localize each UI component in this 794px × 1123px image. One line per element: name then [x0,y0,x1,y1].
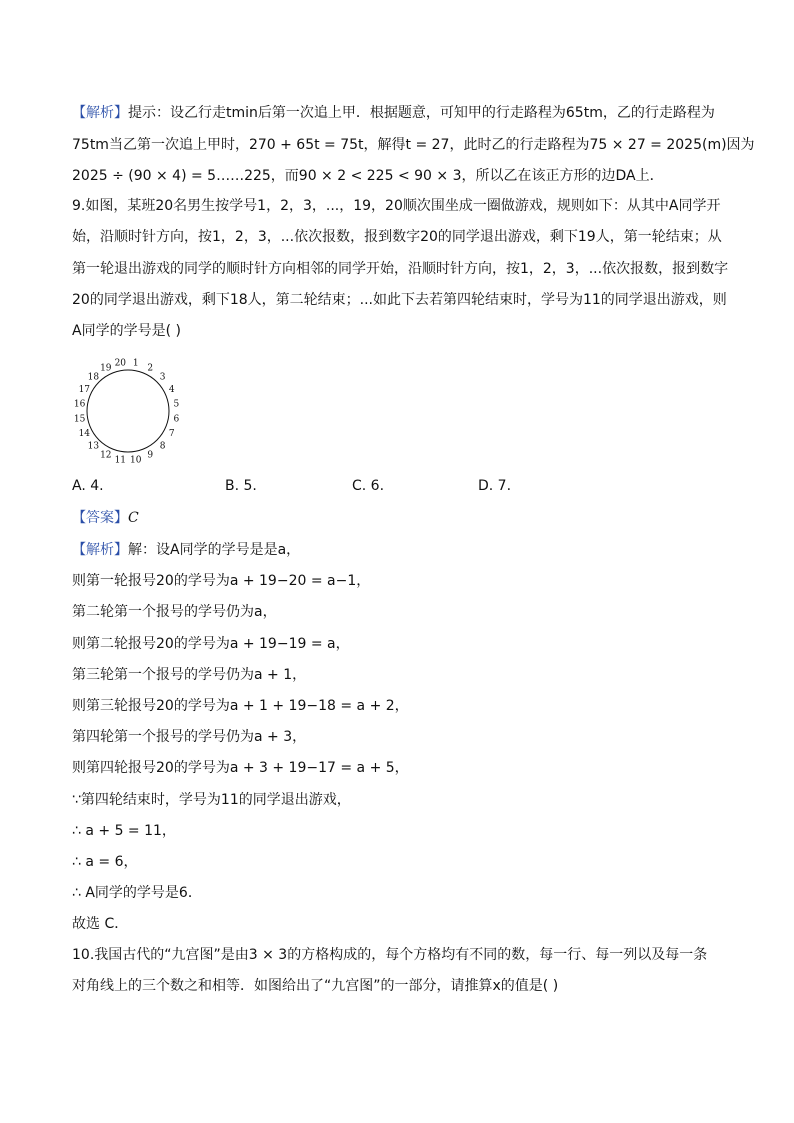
option-a: A. 4. [72,478,104,494]
option-b: B. 5. [225,478,257,494]
seat-number-8: 8 [159,441,166,452]
seat-number-11: 11 [114,455,127,466]
seat-number-19: 19 [100,363,112,374]
solution-line-5: 第三轮第一个报号的学号仍为a + 1， [72,667,307,683]
seat-number-13: 13 [87,441,100,452]
solution-line-4: 则第二轮报号20的学号为a + 19−19 = a， [72,636,350,652]
analysis-tag: 【解析】 [72,105,128,121]
seat-number-12: 12 [100,450,112,461]
seat-number-6: 6 [173,414,180,425]
solution-line-1 [72,540,300,560]
solution-line-2: 则第一轮报号20的学号为a + 19−20 = a−1， [72,573,371,589]
q9-line-3: 第一轮退出游戏的同学的顺时针方向相邻的同学开始，沿顺时针方向，按1，2，3，...依次报数，报到数字 [72,261,729,277]
seat-number-3: 3 [159,372,166,383]
seat-number-10: 10 [129,455,142,466]
q10-line-1: 10.我国古代的“九宫图”是由3 × 3的方格构成的，每个方格均有不同的数，每一行、每一列以及每一条 [72,947,708,963]
solution-line-12: ∴ A同学的学号是6． [72,885,202,901]
seat-number-20: 20 [114,358,127,369]
solution-line-3: 第二轮第一个报号的学号仍为a， [72,604,277,620]
solution-line-13: 故选 C． [72,916,129,932]
seat-number-5: 5 [173,399,180,410]
q9-line-5: A同学的学号是( ) [72,323,181,339]
solution-text-1: 解：设A同学的学号是是a， [128,542,301,558]
solution-line-9: ∵第四轮结束时，学号为11的同学退出游戏， [72,792,351,808]
seat-number-9: 9 [147,450,154,461]
seat-number-2: 2 [147,363,154,374]
seating-circle-figure [72,356,184,466]
option-d: D. 7. [478,478,512,494]
solution-line-8: 则第四轮报号20的学号为a + 3 + 19−17 = a + 5， [72,760,409,776]
q9-line-2: 始，沿顺时针方向，按1，2，3，...依次报数，报到数字20的同学退出游戏，剩下19人，第一轮结束；从 [72,229,722,245]
solution-line-10: ∴ a + 5 = 11， [72,823,176,839]
seat-number-4: 4 [168,384,175,395]
solution-line-6: 则第三轮报号20的学号为a + 1 + 19−18 = a + 2， [72,698,409,714]
solution-line-7: 第四轮第一个报号的学号仍为a + 3， [72,729,307,745]
answer-line [72,508,139,528]
answer-tag: 【答案】 [72,510,128,526]
seat-number-18: 18 [87,372,100,383]
seating-circle [87,370,169,452]
seat-number-15: 15 [73,414,86,425]
seat-number-7: 7 [168,429,175,440]
prev-analysis-text-1: 提示：设乙行走tmin后第一次追上甲．根据题意，可知甲的行走路程为65tm，乙的行走路程为 [128,105,715,121]
q9-line-1: 9.如图，某班20名男生按学号1，2，3，...，19，20顺次围坐成一圈做游戏，规则如下：从其中A同学开 [72,198,721,214]
analysis-tag-2: 【解析】 [72,542,128,558]
q10-line-2: 对角线上的三个数之和相等．如图给出了“九宫图”的一部分，请推算x的值是( ) [72,978,559,994]
seat-number-17: 17 [78,384,91,395]
seat-number-1: 1 [132,358,139,369]
prev-analysis-line-2: 75tm当乙第一次追上甲时，270 + 65t = 75t，解得t = 27，此时乙的行走路程为75 × 27 = 2025(m)因为 [72,137,755,153]
seat-number-labels [74,359,180,466]
prev-analysis-line-1 [72,103,715,123]
solution-line-11: ∴ a = 6， [72,854,138,870]
seat-number-14: 14 [78,429,91,440]
seat-number-16: 16 [73,399,86,410]
q9-line-4: 20的同学退出游戏，剩下18人，第二轮结束；...如此下去若第四轮结束时，学号为11的同学退出游戏，则 [72,292,727,308]
answer-value: C [128,510,139,526]
option-c: C. 6. [352,478,385,494]
prev-analysis-line-3: 2025 ÷ (90 × 4) = 5……225，而90 × 2 < 225 < 90 × 3，所以乙在该正方形的边DA上． [72,168,664,184]
